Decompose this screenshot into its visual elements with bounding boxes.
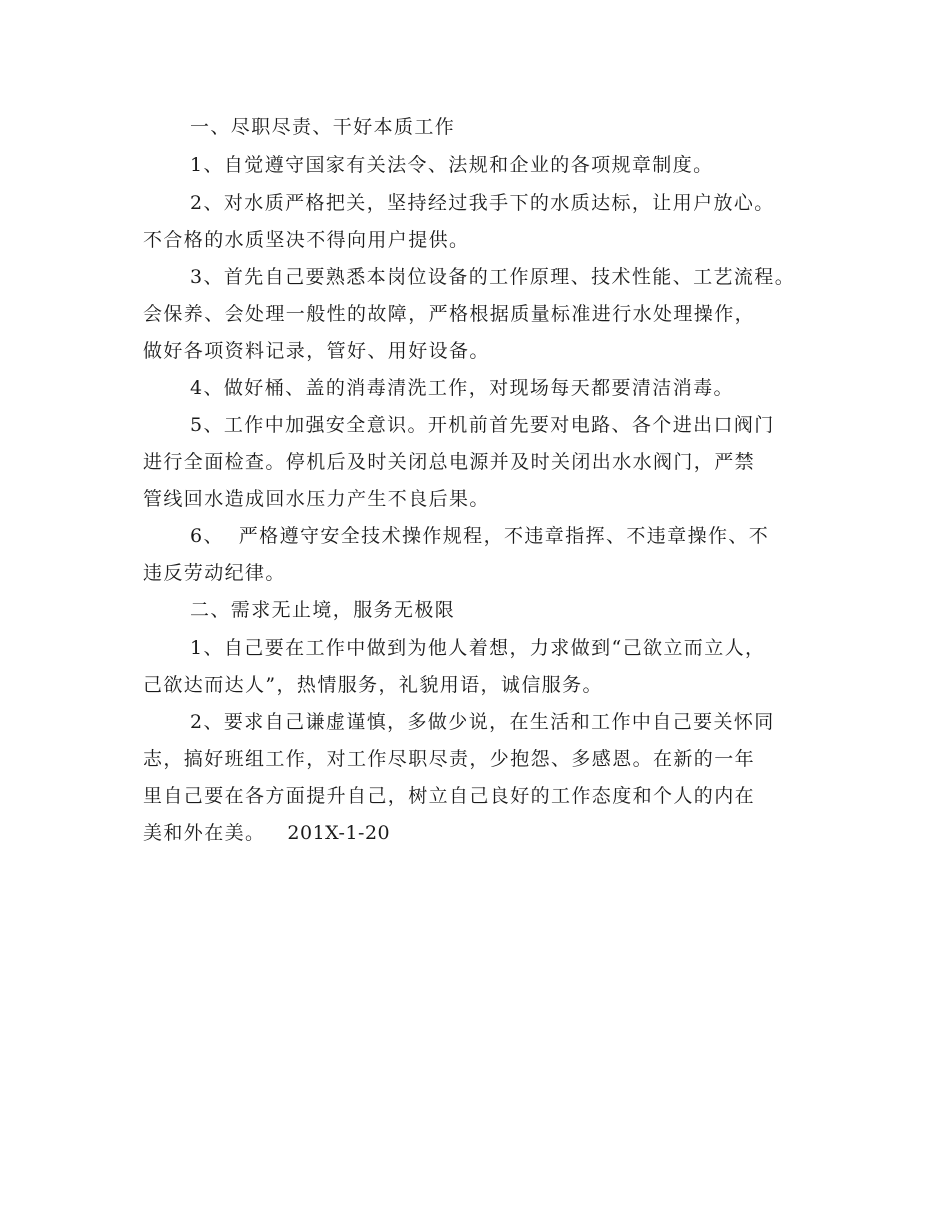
- section1-item2-line1: 2、对水质严格把关，坚持经过我手下的水质达标，让用户放心。: [190, 192, 775, 214]
- section2-item2-line2: 志，搞好班组工作，对工作尽职尽责，少抱怨、多感恩。在新的一年: [143, 748, 756, 770]
- section2-heading: 二、需求无止境，服务无极限: [190, 599, 456, 621]
- section1-item2-line2: 不合格的水质坚决不得向用户提供。: [143, 229, 470, 251]
- section1-item4: 4、做好桶、盖的消毒清洗工作，对现场每天都要清洁消毒。: [190, 377, 734, 399]
- section1-item5-line2: 进行全面检查。停机后及时关闭总电源并及时关闭出水水阀门，严禁: [143, 451, 756, 473]
- section2-item2-line4: [143, 821, 390, 845]
- document-date: 201X-1-20: [287, 822, 391, 844]
- section2-item1-line1: 1、自己要在工作中做到为他人着想，力求做到“己欲立而立人，: [190, 637, 766, 659]
- section1-item6-line1: 6、 严格遵守安全技术操作规程，不违章指挥、不违章操作、不: [190, 525, 770, 547]
- section2-item1-line2: 己欲达而达人”，热情服务，礼貌用语，诚信服务。: [143, 674, 603, 696]
- section1-item5-line3: 管线回水造成回水压力产生不良后果。: [143, 488, 490, 510]
- section1-item5-line1: 5、工作中加强安全意识。开机前首先要对电路、各个进出口阀门: [190, 414, 775, 436]
- section2-item2-line4-text: 美和外在美。: [143, 822, 266, 844]
- section1-heading: 一、尽职尽责、干好本质工作: [190, 116, 456, 138]
- section1-item6-line2: 违反劳动纪律。: [143, 562, 286, 584]
- section1-item1: 1、自觉遵守国家有关法令、法规和企业的各项规章制度。: [190, 154, 714, 176]
- section2-item2-line3: 里自己要在各方面提升自己，树立自己良好的工作态度和个人的内在: [143, 785, 756, 807]
- section1-item3-line2: 会保养、会处理一般性的故障，严格根据质量标准进行水处理操作，: [143, 303, 756, 325]
- section1-item3-line1: 3、首先自己要熟悉本岗位设备的工作原理、技术性能、工艺流程。: [190, 266, 796, 288]
- section1-item3-line3: 做好各项资料记录，管好、用好设备。: [143, 340, 490, 362]
- section2-item2-line1: 2、要求自己谦虚谨慎，多做少说，在生活和工作中自己要关怀同: [190, 711, 775, 733]
